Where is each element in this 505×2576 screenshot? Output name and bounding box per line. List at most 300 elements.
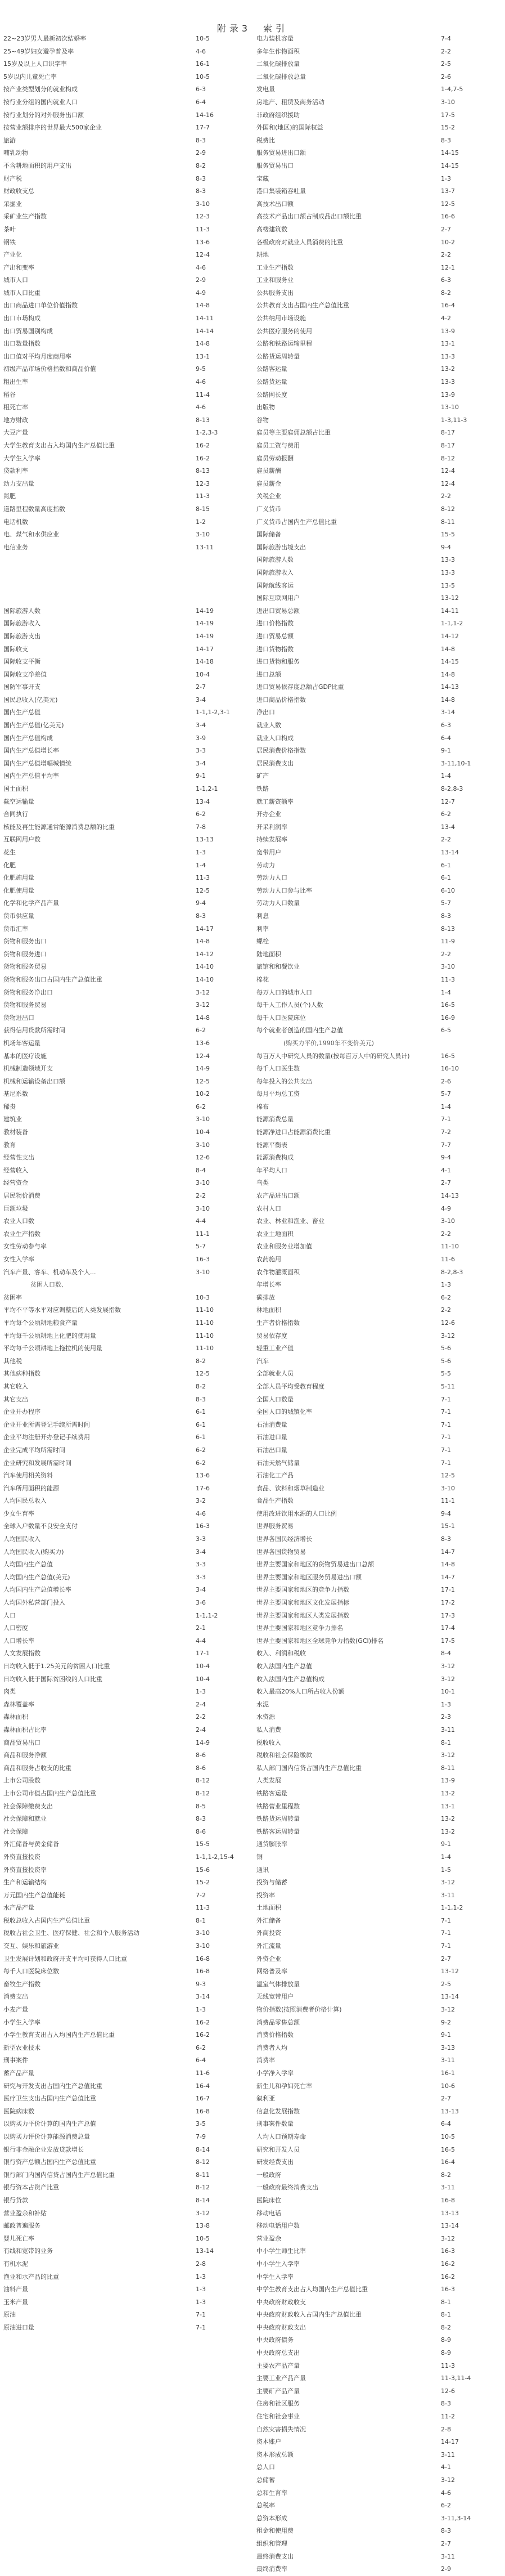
index-term: 人均国内生产总值(美元) bbox=[3, 1573, 70, 1581]
index-entry bbox=[3, 2296, 253, 2309]
index-entry bbox=[256, 109, 502, 122]
index-page-ref: 6-2 bbox=[441, 1293, 451, 1301]
index-page-ref: 10-4 bbox=[196, 1675, 210, 1683]
index-page-ref: 2-2 bbox=[441, 1230, 451, 1238]
index-page-ref: 2-2 bbox=[441, 492, 451, 500]
index-term: 进口价格指数 bbox=[256, 620, 294, 628]
index-term: 外汇储备与黄金储备 bbox=[3, 1840, 59, 1848]
index-term: 医院病床数 bbox=[3, 2107, 34, 2115]
index-page-ref: 2-6 bbox=[441, 1077, 451, 1085]
index-term: 多年生作物面积 bbox=[256, 47, 300, 55]
index-page-ref: 3-4 bbox=[196, 1586, 206, 1594]
index-page-ref: 8-15 bbox=[196, 505, 210, 513]
index-entry bbox=[3, 1240, 253, 1253]
index-entry bbox=[256, 2080, 502, 2093]
index-entry bbox=[3, 96, 253, 109]
index-page-ref: 12-6 bbox=[196, 1154, 210, 1162]
index-term: 收入法国内生产总值 bbox=[256, 1663, 312, 1670]
index-term: 国际储备 bbox=[256, 531, 281, 539]
index-term: 关税企业 bbox=[256, 492, 281, 500]
index-page-ref: 14-9 bbox=[196, 1739, 210, 1746]
index-page-ref: 14-8 bbox=[441, 670, 455, 678]
index-term: 社会保障缴费支出 bbox=[3, 1802, 53, 1810]
index-entry bbox=[256, 783, 502, 796]
index-entry bbox=[3, 1126, 253, 1139]
index-entry bbox=[256, 440, 502, 453]
index-page-ref: 14-10 bbox=[196, 963, 214, 971]
index-term: 发电量 bbox=[256, 86, 275, 93]
index-term: 每月平均总工资 bbox=[256, 1090, 300, 1098]
index-term: 国际互联网用户 bbox=[256, 594, 300, 602]
index-entry bbox=[3, 1063, 253, 1076]
index-term: 公路货运量 bbox=[256, 378, 287, 386]
index-page-ref: 11-10 bbox=[441, 1243, 459, 1251]
index-term: 进口贸易总额 bbox=[256, 632, 294, 640]
index-term: 外资直接投资 bbox=[3, 1853, 40, 1861]
index-term: 货物和服务贸易 bbox=[3, 1001, 47, 1009]
index-term: 世界主要国家和地区的货物贸易进出口总额 bbox=[256, 1561, 374, 1569]
index-term: 平均每个公顷耕地粮食产量 bbox=[3, 1319, 78, 1327]
index-term: 核能及再生能源通常能源消费总额的比重 bbox=[3, 823, 115, 831]
index-page-ref: 3-6 bbox=[196, 1599, 206, 1607]
index-entry bbox=[3, 719, 253, 732]
index-term: 刑事案件 bbox=[3, 2057, 28, 2064]
index-page-ref: 13-6 bbox=[196, 1039, 210, 1047]
index-term: 世界主要国家和地区的竞争力指数 bbox=[256, 1586, 349, 1594]
index-entry bbox=[3, 859, 253, 872]
index-term: 一般政府最终消费支出 bbox=[256, 2184, 318, 2192]
index-term: 国际航线客运 bbox=[256, 581, 294, 589]
index-term: 高技术产品出口额占制成品出口额比重 bbox=[256, 213, 362, 221]
index-entry bbox=[3, 1864, 253, 1877]
index-page-ref: 13-3 bbox=[441, 378, 455, 386]
index-term: 动力支出量 bbox=[3, 480, 34, 487]
index-entry bbox=[3, 796, 253, 809]
index-entry bbox=[256, 1597, 502, 1610]
index-term: 上市公司市值占国内生产总值比重 bbox=[3, 1789, 96, 1797]
index-entry bbox=[256, 2474, 502, 2487]
index-page-ref: 3-11,10-1 bbox=[441, 759, 471, 767]
index-term: 外汇储备 bbox=[256, 1916, 281, 1924]
index-page-ref: 8-6 bbox=[196, 1827, 206, 1835]
index-term: 汽车 bbox=[256, 1357, 269, 1365]
index-entry bbox=[256, 834, 502, 846]
index-page-ref: 10-1 bbox=[441, 1688, 455, 1696]
index-term: 22~23岁男人最新初次结婚率 bbox=[3, 35, 87, 42]
index-page-ref: 11-3 bbox=[441, 975, 455, 983]
index-page-ref: 16-9 bbox=[441, 1014, 455, 1022]
index-page-ref: 11-3 bbox=[196, 225, 210, 233]
index-entry bbox=[3, 1787, 253, 1800]
index-entry bbox=[3, 2156, 253, 2169]
index-term: 女性入学率 bbox=[3, 1256, 34, 1263]
index-entry bbox=[3, 58, 253, 71]
index-term: 日均收入低于1.25美元的贫困人口比重 bbox=[3, 1663, 110, 1670]
index-term: 铁路货运周转量 bbox=[256, 1815, 300, 1823]
index-page-ref: 10-5 bbox=[441, 2133, 455, 2140]
index-entry bbox=[256, 910, 502, 923]
index-term: 中学生教育支出占人均国内生产总值比重 bbox=[256, 2286, 368, 2293]
index-term: 化肥施用量 bbox=[3, 874, 34, 882]
index-term: 化学和化学产品产量 bbox=[3, 899, 59, 907]
index-entry bbox=[3, 363, 253, 376]
index-page-ref: 8-12 bbox=[196, 1777, 210, 1785]
index-page-ref: 16-1 bbox=[196, 60, 210, 68]
index-term: 农药施用 bbox=[256, 1256, 281, 1263]
index-entry bbox=[3, 490, 253, 503]
index-page-ref: 11-1 bbox=[441, 1497, 455, 1505]
index-entry bbox=[256, 338, 502, 351]
index-term: 港口集装箱吞吐量 bbox=[256, 187, 306, 195]
index-term: 碳排放 bbox=[256, 1293, 275, 1301]
index-entry bbox=[3, 1292, 253, 1305]
index-term: 自然灾害损失情况 bbox=[256, 2425, 306, 2433]
index-page-ref: 3-11 bbox=[441, 2552, 455, 2560]
index-page-ref: 9-4 bbox=[196, 899, 206, 907]
index-term: 二氧化碳排放总量 bbox=[256, 73, 306, 80]
index-entry bbox=[3, 325, 253, 338]
index-entry bbox=[256, 1240, 502, 1253]
index-term: (购买力平价,1990年不变价美元) bbox=[283, 1039, 375, 1047]
index-page-ref: 13-1 bbox=[441, 1802, 455, 1810]
index-page-ref: 13-2 bbox=[441, 1815, 455, 1823]
index-entry bbox=[3, 1482, 253, 1495]
index-entry bbox=[256, 1088, 502, 1101]
index-page-ref: 3-3 bbox=[196, 1573, 206, 1581]
index-term: 总储蓄 bbox=[256, 2476, 275, 2484]
index-page-ref: 4-2 bbox=[441, 315, 451, 322]
index-entry bbox=[3, 1406, 253, 1419]
index-page-ref: 1-3 bbox=[196, 2286, 206, 2293]
index-page-ref: 8-3 bbox=[441, 2527, 451, 2535]
index-page-ref: 14-8 bbox=[196, 302, 210, 310]
index-page-ref: 13-9 bbox=[441, 327, 455, 335]
index-page-ref: 10-4 bbox=[196, 1128, 210, 1136]
index-term: 卫生发展计划和政府开支平均可获得人口比重 bbox=[3, 1955, 127, 1963]
index-term: 人口密度 bbox=[3, 1624, 28, 1632]
index-entry bbox=[3, 2144, 253, 2157]
index-term: 国际旅游收入 bbox=[3, 620, 40, 628]
index-entry bbox=[256, 122, 502, 135]
index-term: 按行业分组的国内就业人口 bbox=[3, 98, 78, 106]
index-term: 5岁以内儿童死亡率 bbox=[3, 73, 57, 80]
index-entry bbox=[256, 83, 502, 96]
index-entry bbox=[256, 2512, 502, 2525]
index-term: 持续发展率 bbox=[256, 836, 287, 844]
index-page-ref: 8-3 bbox=[196, 1395, 206, 1403]
index-page-ref: 6-10 bbox=[441, 886, 455, 894]
index-entry bbox=[3, 2309, 253, 2322]
index-entry bbox=[3, 974, 253, 987]
index-page-ref: 13-10 bbox=[441, 404, 459, 411]
index-term: 铜 bbox=[256, 1853, 263, 1861]
index-term: 进口货物和服务 bbox=[256, 658, 300, 666]
index-entry bbox=[256, 1126, 502, 1139]
index-page-ref: 15-6 bbox=[196, 1866, 210, 1874]
index-term: 出口贸易国别构成 bbox=[3, 327, 53, 335]
index-page-ref: 8-12 bbox=[196, 1789, 210, 1797]
index-term: 货物和服务贸易 bbox=[3, 963, 47, 971]
index-entry bbox=[256, 796, 502, 809]
index-entry bbox=[256, 1076, 502, 1088]
index-entry bbox=[3, 1584, 253, 1597]
index-page-ref: 16-3 bbox=[441, 2247, 455, 2255]
index-entry bbox=[3, 1228, 253, 1241]
index-entry bbox=[3, 617, 253, 630]
index-entry bbox=[256, 2029, 502, 2042]
index-term: 就业人口构成 bbox=[256, 734, 294, 742]
index-page-ref: 4-9 bbox=[441, 1204, 451, 1212]
index-term: 公路网长度 bbox=[256, 391, 287, 398]
index-entry bbox=[256, 363, 502, 376]
index-term: 劳动力人口参与比率 bbox=[256, 886, 312, 894]
index-term: 肉类 bbox=[3, 1688, 16, 1696]
index-page-ref: 9-1 bbox=[441, 1840, 451, 1848]
index-term: 食品、饮料和烟草制造业 bbox=[256, 1484, 324, 1492]
index-page-ref: 1-3 bbox=[441, 1281, 451, 1289]
index-term: 服务贸易进出口额 bbox=[256, 149, 306, 157]
index-page-ref: 11-4 bbox=[196, 391, 210, 398]
index-entry bbox=[3, 1762, 253, 1775]
index-page-ref: 14-19 bbox=[196, 620, 214, 628]
index-page-ref: 14-15 bbox=[441, 149, 459, 157]
index-entry bbox=[256, 719, 502, 732]
index-term: 按行业划分的对外服务出口额 bbox=[3, 111, 84, 119]
index-entry bbox=[256, 2042, 502, 2055]
index-page-ref: 14-8 bbox=[441, 696, 455, 704]
index-term: 人口 bbox=[3, 1611, 16, 1619]
index-entry bbox=[3, 1076, 253, 1088]
index-term: 资本形成总额 bbox=[256, 2450, 294, 2458]
index-page-ref: 3-3 bbox=[196, 1535, 206, 1543]
index-page-ref: 14-13 bbox=[441, 683, 459, 691]
index-page-ref: 6-4 bbox=[441, 734, 451, 742]
index-entry bbox=[3, 46, 253, 59]
index-entry bbox=[256, 2194, 502, 2207]
index-page-ref: 8-3 bbox=[196, 136, 206, 144]
index-entry bbox=[256, 1838, 502, 1851]
index-page-ref: 17-3 bbox=[441, 1611, 455, 1619]
index-page-ref: 2-7 bbox=[441, 2539, 451, 2547]
index-entry bbox=[256, 1444, 502, 1457]
index-entry bbox=[256, 1279, 502, 1292]
index-term: 其它收入 bbox=[3, 1382, 28, 1390]
index-page-ref: 17-1 bbox=[441, 1586, 455, 1594]
index-term: 人均国外私营部门投入 bbox=[3, 1599, 65, 1607]
index-entry bbox=[256, 1215, 502, 1228]
index-page-ref: 13-1 bbox=[196, 352, 210, 360]
index-entry bbox=[256, 1647, 502, 1660]
index-entry bbox=[3, 2181, 253, 2194]
index-page-ref: 15-2 bbox=[196, 1879, 210, 1887]
index-page-ref: 7-1 bbox=[441, 1408, 451, 1416]
index-term: 合同执行 bbox=[3, 810, 28, 818]
index-term: 石油化工产品 bbox=[256, 1472, 294, 1480]
index-entry bbox=[3, 1381, 253, 1394]
index-term: 人均国民收入(购买力) bbox=[3, 1548, 64, 1556]
index-term: 采掘业 bbox=[3, 200, 22, 208]
index-page-ref: 7-7 bbox=[441, 1141, 451, 1149]
index-page-ref: 10-2 bbox=[196, 1090, 210, 1098]
index-entry bbox=[256, 1826, 502, 1839]
index-term: 外商投资 bbox=[256, 1929, 281, 1937]
index-entry bbox=[256, 2423, 502, 2436]
index-entry bbox=[256, 1762, 502, 1775]
index-term: 企业平均注册开办登记手续费用 bbox=[3, 1433, 90, 1441]
index-term: 出口数量指数 bbox=[3, 340, 40, 348]
index-term: 人均国民总收入 bbox=[3, 1497, 47, 1505]
index-term: 总人口 bbox=[256, 2463, 275, 2471]
index-entry bbox=[256, 541, 502, 554]
index-term: 税收收入 bbox=[256, 1739, 281, 1746]
index-page-ref: 13-4 bbox=[441, 823, 455, 831]
index-entry bbox=[256, 58, 502, 71]
index-page-ref: 3-10 bbox=[441, 963, 455, 971]
index-page-ref: 4-6 bbox=[441, 2489, 451, 2497]
index-page-ref: 16-8 bbox=[441, 2196, 455, 2204]
index-entry bbox=[3, 503, 253, 516]
index-entry bbox=[256, 2385, 502, 2398]
index-page-ref: 8-13 bbox=[196, 467, 210, 475]
index-term: 国内生产总值平均率 bbox=[3, 772, 59, 780]
index-entry bbox=[256, 2538, 502, 2551]
index-term: 稻谷 bbox=[3, 391, 16, 398]
index-entry bbox=[256, 71, 502, 84]
index-page-ref: 14-11 bbox=[196, 315, 214, 322]
index-term: 花生 bbox=[3, 849, 16, 856]
index-page-ref: 3-12 bbox=[441, 1751, 455, 1759]
index-term: 投资与储蓄 bbox=[256, 1879, 287, 1887]
index-term: 农村人口 bbox=[256, 1204, 281, 1212]
index-page-ref: 1-4 bbox=[441, 772, 451, 780]
index-term: 石油天然气储量 bbox=[256, 1459, 300, 1467]
index-term: 森林覆盖率 bbox=[3, 1700, 34, 1708]
index-term: 旅馆和和餐饮业 bbox=[256, 963, 300, 971]
index-entry bbox=[256, 274, 502, 287]
index-term: 畜牧生产指数 bbox=[3, 1980, 40, 1988]
index-entry bbox=[256, 2551, 502, 2564]
index-page-ref: 8-12 bbox=[441, 454, 455, 462]
index-entry bbox=[256, 1431, 502, 1444]
index-page-ref: 2-2 bbox=[441, 950, 451, 958]
index-term: 互联网用户数 bbox=[3, 836, 40, 844]
index-entry bbox=[3, 706, 253, 719]
index-entry bbox=[3, 160, 253, 173]
index-page-ref: 3-12 bbox=[441, 2234, 455, 2242]
index-page-ref: 12-7 bbox=[441, 798, 455, 805]
index-page-ref: 5-11 bbox=[441, 1382, 455, 1390]
index-term: 营业盈余 bbox=[256, 2234, 281, 2242]
index-entry bbox=[256, 2181, 502, 2194]
index-term: 国内生产总值(亿美元) bbox=[3, 722, 64, 729]
index-page-ref: 2-4 bbox=[196, 1726, 206, 1733]
index-entry bbox=[256, 1470, 502, 1482]
index-page-ref: 8-9 bbox=[441, 2336, 451, 2344]
index-entry bbox=[3, 1838, 253, 1851]
index-entry bbox=[256, 1584, 502, 1597]
index-term: 就工薪资额率 bbox=[256, 798, 294, 805]
index-page-ref: 8-2,8-3 bbox=[441, 1268, 463, 1276]
index-term: 每万人口的城市人口 bbox=[256, 988, 312, 996]
index-entry bbox=[256, 758, 502, 770]
index-entry bbox=[256, 987, 502, 1000]
index-term: 资本账户 bbox=[256, 2438, 281, 2446]
index-page-ref: 13-2 bbox=[441, 365, 455, 373]
index-term: 大豆产量 bbox=[3, 429, 28, 437]
index-entry bbox=[3, 109, 253, 122]
index-term: 电话机数 bbox=[3, 518, 28, 526]
index-page-ref: 15-5 bbox=[196, 1840, 210, 1848]
index-entry bbox=[3, 541, 253, 554]
index-entry bbox=[256, 503, 502, 516]
index-page-ref: 8-1 bbox=[196, 1916, 206, 1924]
index-term: 每千人工作人员(个)人数 bbox=[256, 1001, 323, 1009]
index-term: 人均人口预期寿命 bbox=[256, 2133, 306, 2140]
index-page-ref: 11-3 bbox=[196, 874, 210, 882]
index-page-ref: 7-8 bbox=[196, 823, 206, 831]
index-entry bbox=[3, 987, 253, 1000]
index-term: 25~49岁妇女避孕普及率 bbox=[3, 47, 74, 55]
index-entry bbox=[256, 401, 502, 414]
index-term: 公路客运量 bbox=[256, 365, 287, 373]
index-page-ref: 16-2 bbox=[441, 2273, 455, 2281]
index-entry bbox=[256, 1152, 502, 1164]
index-entry bbox=[256, 2220, 502, 2233]
index-term: 平均不平等水平对应调整后的人类发展指数 bbox=[3, 1306, 121, 1314]
index-term: 网络普及率 bbox=[256, 1968, 287, 1975]
index-page-ref: 2-5 bbox=[441, 1980, 451, 1988]
index-term: 农业土地面积 bbox=[256, 1230, 294, 1238]
index-entry bbox=[256, 1012, 502, 1025]
index-page-ref: 6-1 bbox=[196, 1421, 206, 1428]
index-entry bbox=[256, 630, 502, 643]
index-entry bbox=[256, 681, 502, 694]
index-page-ref: 3-10 bbox=[441, 98, 455, 106]
index-page-ref: 12-4 bbox=[196, 1052, 210, 1060]
index-term: 水泥 bbox=[256, 1700, 269, 1708]
index-entry bbox=[3, 376, 253, 389]
index-page-ref: 8-9 bbox=[441, 2349, 451, 2357]
index-term: 劳动力 bbox=[256, 861, 275, 869]
index-term: 少女生育率 bbox=[3, 1509, 34, 1517]
index-page-ref: 1-1,1-2 bbox=[196, 1611, 218, 1619]
index-entry bbox=[3, 210, 253, 223]
index-entry bbox=[3, 669, 253, 682]
index-term: 以购买力平价计算的国内生产总值 bbox=[3, 2120, 96, 2128]
index-page-ref: 3-10 bbox=[196, 1268, 210, 1276]
index-term: 教材装备 bbox=[3, 1128, 28, 1136]
index-term: 森林面积占比率 bbox=[3, 1726, 47, 1733]
index-page-ref: 11-3 bbox=[441, 2362, 455, 2369]
index-entry bbox=[256, 376, 502, 389]
index-entry bbox=[256, 1889, 502, 1902]
index-term: 非政府组织援助 bbox=[256, 111, 300, 119]
index-term: 机械和运输设备出口额 bbox=[3, 1077, 65, 1085]
index-page-ref: 13-14 bbox=[441, 1993, 459, 2001]
index-term: 利息 bbox=[256, 912, 269, 920]
index-entry bbox=[3, 605, 253, 618]
index-page-ref: 14-19 bbox=[196, 632, 214, 640]
index-entry bbox=[3, 872, 253, 885]
index-term: 消费率 bbox=[256, 2057, 275, 2064]
index-term: 国内生产总值构成 bbox=[3, 734, 53, 742]
index-page-ref: 4-4 bbox=[196, 1217, 206, 1225]
index-term: 每千人口医生数 bbox=[256, 1065, 300, 1073]
index-page-ref: 16-4 bbox=[196, 2082, 210, 2090]
index-page-ref: 8-3 bbox=[441, 136, 451, 144]
index-term: 茶叶 bbox=[3, 225, 16, 233]
index-term: 汽车使用相关资料 bbox=[3, 1472, 53, 1480]
